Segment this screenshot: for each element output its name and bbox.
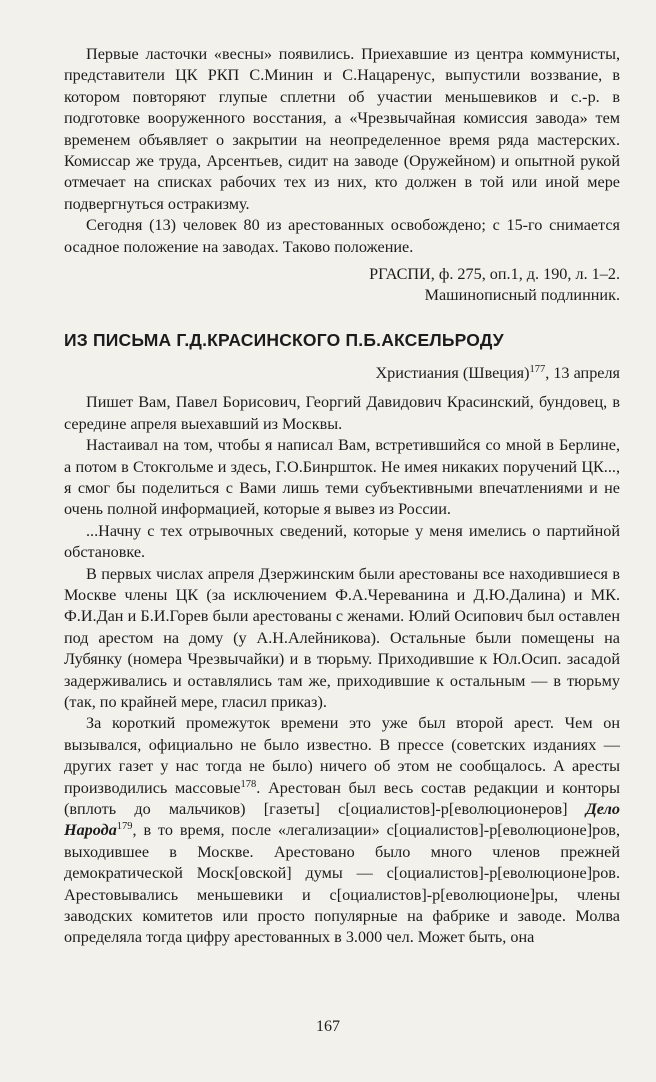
dateline xyxy=(64,363,620,384)
source-citation: РГАСПИ, ф. 275, оп.1, д. 190, л. 1–2. xyxy=(369,265,620,284)
footnote-ref-179[interactable]: 179 xyxy=(116,821,133,833)
paragraph-5: ...Начну с тех отрывочных сведений, которые у меня имелись о партийной обстановке. xyxy=(64,521,620,562)
paragraph-1: Первые ласточки «весны» появились. Приехавшие из центра коммунисты, представители ЦК РКП С.Минин и С.Нацаренус, выпустили воззвание, в котором повторяют глупые сплетни об участии меньшевиков и с.-р. в подготовке вооруженного восстания, а «Чрезвычайная комиссия завода» тем временем объявляет о закрытии на неопределенное время ряда мастерских. Комиссар же труда, Арсентьев, сидит на заводе (Оружейном) и опытной рукой отмечает на списках рабочих тех из них, кто должен в той или иной мере подвергнуться остракизму. xyxy=(64,45,620,213)
footnote-ref-177[interactable]: 177 xyxy=(529,363,546,375)
paragraph-6: В первых числах апреля Дзержинским были арестованы все находившиеся в Москве члены ЦК (за исключением Ф.А.Череванина и Д.Ю.Далина) и МК. Ф.И.Дан и Б.И.Горев были арестованы с женами. Юлий Осипович был оставлен под арестом на дому (у А.Н.Алейникова). Остальные были помещены на Лубянку (номера Чрезвычайки) и в тюрьму. Приходившие к Юл.Осип. засадой задерживались и оставлялись там же, приходившие к остальным — в тюрьму (так, по крайней мере, гласил приказ). xyxy=(64,564,620,711)
section-heading: ИЗ ПИСЬМА Г.Д.КРАСИНСКОГО П.Б.АКСЕЛЬРОДУ xyxy=(64,329,504,350)
paragraph-2: Сегодня (13) человек 80 из арестованных освобождено; с 15-го снимается осадное положение на заводах. Таково положение. xyxy=(64,216,620,256)
paragraph-7-part-b: . Арестован был весь состав редакции и конторы (вплоть до мальчиков) [газеты] с[оциалистов]-р[еволюционеров] xyxy=(64,778,621,818)
paragraph-3: Пишет Вам, Павел Борисович, Георгий Давидович Красинский, бундовец, в середине апреля выехавший из Москвы. xyxy=(64,393,620,433)
footnote-ref-178[interactable]: 178 xyxy=(240,778,257,790)
paragraph-4: Настаивал на том, чтобы я написал Вам, встретившийся со мной в Берлине, а потом в Стокгольме и здесь, Г.О.Бинршток. Не имея никаких поручений ЦК..., я смог бы поделиться с Вами лишь теми субъективными впечатлениями и не очень полной информацией, которые я вывез из России. xyxy=(64,436,620,519)
source-note: Машинописный подлинник. xyxy=(424,286,620,305)
paragraph-7-part-a: За короткий промежуток времени это уже был второй арест. Чем он вызывался, официально не было известно. В прессе (советских изданиях — других газет у нас тогда не было) ничего об этом не сообщалось. А аресты производились массовые xyxy=(64,714,620,797)
dateline-place: Христиания (Швеция) xyxy=(375,363,530,382)
newspaper-title: Дело Народа xyxy=(64,800,620,840)
paragraph-7-part-c: , в то время, после «легализации» с[оциалистов]-р[еволюционе]ров, выходившее в Москве. Арестовано было много членов прежней демократической Моск[овской] думы — с[оциалистов]-р[еволюционе]ров. Арестовывались меньшевики и с[оциалистов]-р[еволюционе]ры, члены заводских комитетов или просто популярные на фабрике и заводе. Молва определяла тогда цифру арестованных в 3.000 чел. Может быть, она xyxy=(64,821,620,947)
page-number: 167 xyxy=(316,1018,340,1035)
paragraph-7 xyxy=(64,713,620,948)
dateline-date: , 13 апреля xyxy=(545,363,620,382)
